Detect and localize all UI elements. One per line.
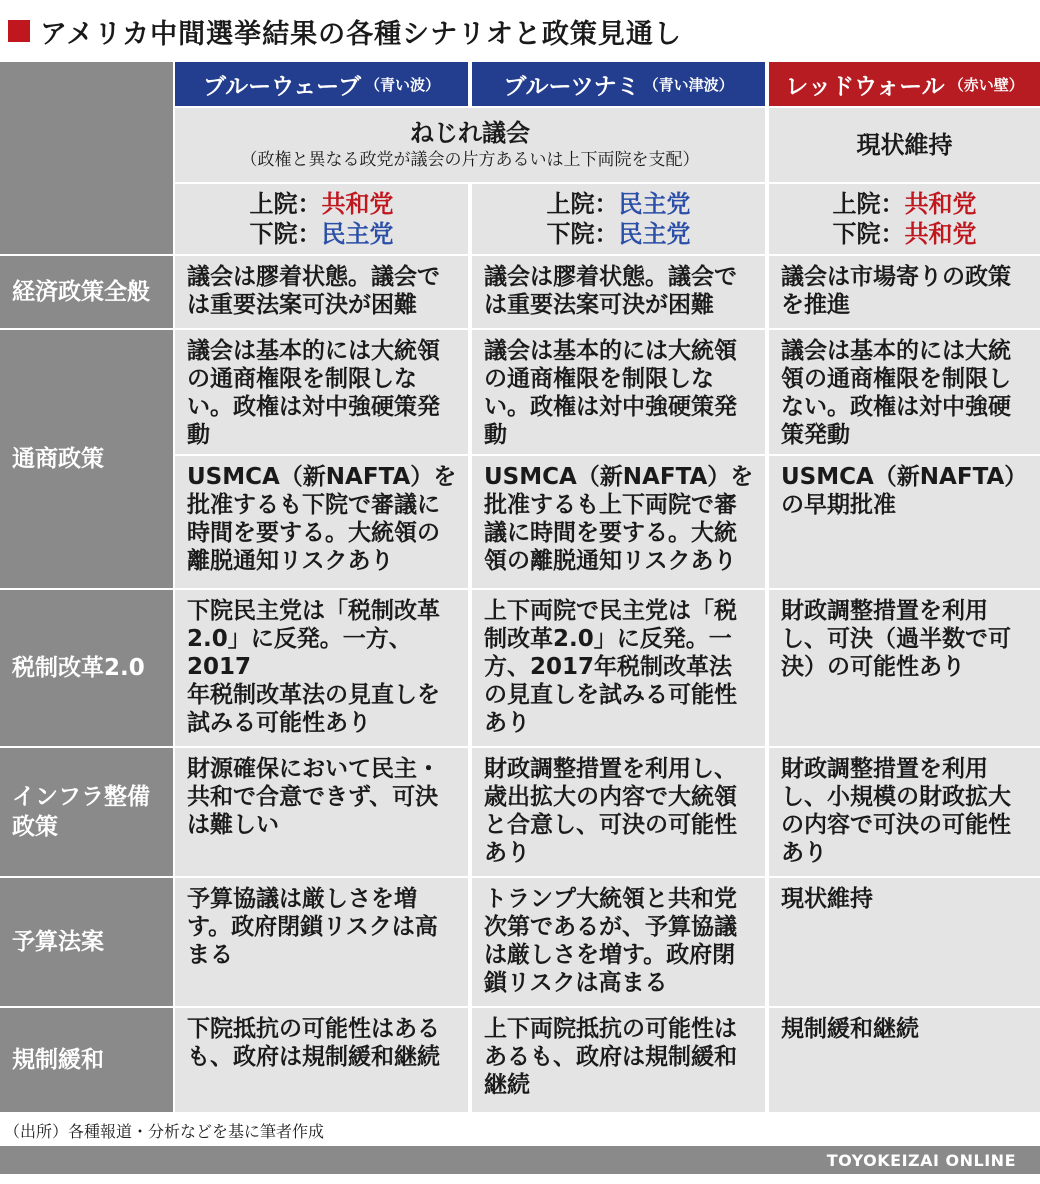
cell-text-line: し、可決（過半数で可 bbox=[781, 626, 1011, 652]
policy-cell bbox=[472, 1008, 765, 1112]
source-note: （出所）各種報道・分析などを基に筆者作成 bbox=[4, 1122, 325, 1141]
house-party: 共和党 bbox=[904, 220, 977, 248]
divided-congress-note: （政権と異なる政党が議会の片方あるいは上下両院を支配） bbox=[240, 150, 700, 170]
house-label: 下院： bbox=[249, 220, 322, 248]
cell-text-line: 規制緩和継続 bbox=[781, 1016, 919, 1042]
house-party: 民主党 bbox=[618, 220, 691, 248]
cell-text-line: は重要法案可決が困難 bbox=[187, 292, 417, 318]
house-label: 下院： bbox=[546, 220, 619, 248]
cell-text-line: 議会は膠着状態。議会で bbox=[484, 264, 737, 290]
cell-text-line: 次第であるが、予算協議 bbox=[484, 914, 737, 940]
cell-text-line: 議会は基本的には大統領 bbox=[187, 338, 440, 364]
congress-state-divided bbox=[175, 108, 765, 182]
cell-text-line: い。政権は対中強硬策発 bbox=[484, 394, 737, 420]
policy-cell bbox=[472, 330, 765, 454]
policy-cell bbox=[175, 330, 468, 454]
congress-state-status-quo bbox=[769, 108, 1040, 182]
senate-party: 共和党 bbox=[321, 190, 394, 218]
scenario-header-red-wall bbox=[769, 62, 1040, 106]
policy-cell bbox=[769, 456, 1040, 588]
scenario-header-blue-wave bbox=[175, 62, 468, 106]
cell-text-line: 上下両院抵抗の可能性は bbox=[484, 1016, 737, 1042]
cell-text-line: 財政調整措置を利用し、 bbox=[484, 756, 737, 782]
row-label bbox=[0, 256, 173, 328]
divided-congress-label: ねじれ議会 bbox=[410, 119, 530, 147]
cell-text-line: 下院民主党は「税制改革 bbox=[187, 598, 440, 624]
cell-text-line: 財政調整措置を利用 bbox=[781, 756, 988, 782]
cell-text-line: 批准するも上下両院で審 bbox=[484, 492, 737, 518]
cell-text-line: 批准するも下院で審議に bbox=[187, 492, 440, 518]
cell-text-line: 議に時間を要する。大統 bbox=[484, 520, 737, 546]
cell-text-line: 現状維持 bbox=[781, 886, 873, 912]
cell-text-line: ない。政権は対中強硬 bbox=[781, 394, 1011, 420]
row-label bbox=[0, 1008, 173, 1112]
row-label bbox=[0, 878, 173, 1006]
row-label-text: 通商政策 bbox=[12, 446, 104, 472]
page-title: アメリカ中間選挙結果の各種シナリオと政策見通し bbox=[40, 18, 682, 50]
cell-text-line: 動 bbox=[187, 422, 210, 448]
status-quo-label: 現状維持 bbox=[856, 131, 953, 159]
policy-cell bbox=[769, 256, 1040, 328]
cell-text-line: トランプ大統領と共和党 bbox=[484, 886, 737, 912]
policy-cell bbox=[769, 330, 1040, 454]
policy-cell bbox=[175, 256, 468, 328]
cell-text-line: 動 bbox=[484, 422, 507, 448]
row-label-text: 経済政策全般 bbox=[12, 279, 150, 305]
row-label-text: インフラ整備政策 bbox=[12, 784, 150, 840]
cell-text-line: USMCA（新NAFTA）を bbox=[484, 464, 754, 490]
cell-text-line: USMCA（新NAFTA） bbox=[781, 464, 1028, 490]
cell-text-line: の内容で可決の可能性 bbox=[781, 812, 1011, 838]
cell-text-line: あり bbox=[781, 840, 827, 866]
cell-text-line: を推進 bbox=[781, 292, 850, 318]
scenario-name: レッドウォール bbox=[785, 73, 945, 100]
cell-text-line: の通商権限を制限しな bbox=[484, 366, 714, 392]
chamber-control-2 bbox=[472, 184, 765, 254]
policy-cell bbox=[175, 1008, 468, 1112]
footer-bar bbox=[0, 1146, 1040, 1174]
policy-cell bbox=[175, 456, 468, 588]
senate-label: 上院： bbox=[546, 190, 619, 218]
cell-text-line: 財政調整措置を利用 bbox=[781, 598, 988, 624]
house-label: 下院： bbox=[832, 220, 905, 248]
cell-text-line: まる bbox=[187, 942, 233, 968]
policy-cell bbox=[769, 748, 1040, 876]
cell-text-line: 予算協議は厳しさを増 bbox=[187, 886, 417, 912]
cell-text-line: の通商権限を制限しな bbox=[187, 366, 417, 392]
cell-text-line: し、小規模の財政拡大 bbox=[781, 784, 1011, 810]
cell-text-line: 継続 bbox=[484, 1072, 530, 1098]
cell-text-line: す。政府閉鎖リスクは高 bbox=[187, 914, 438, 940]
policy-cell bbox=[472, 590, 765, 746]
cell-text-line: の早期批准 bbox=[781, 492, 896, 518]
cell-text-line: 方、2017年税制改革法 bbox=[484, 654, 733, 680]
title-square-icon bbox=[8, 20, 30, 42]
house-party: 民主党 bbox=[321, 220, 394, 248]
row-label-text: 税制改革2.0 bbox=[12, 655, 145, 681]
cell-text-line: あるも、政府は規制緩和 bbox=[484, 1044, 737, 1070]
cell-text-line: 共和で合意できず、可決 bbox=[187, 784, 439, 810]
senate-party: 民主党 bbox=[618, 190, 691, 218]
chamber-control-3 bbox=[769, 184, 1040, 254]
senate-label: 上院： bbox=[249, 190, 322, 218]
senate-label: 上院： bbox=[832, 190, 905, 218]
policy-cell bbox=[472, 878, 765, 1006]
cell-text-line: も、政府は規制緩和継続 bbox=[187, 1044, 440, 1070]
scenario-name: ブルーツナミ bbox=[503, 73, 640, 100]
cell-text-line: USMCA（新NAFTA）を bbox=[187, 464, 457, 490]
cell-text-line: は厳しさを増す。政府閉 bbox=[484, 942, 736, 968]
cell-text-line: 領の通商権限を制限し bbox=[781, 366, 1011, 392]
cell-text-line: 鎖リスクは高まる bbox=[484, 970, 668, 996]
cell-text-line: あり bbox=[484, 710, 530, 736]
cell-text-line: 年税制改革法の見直しを bbox=[187, 682, 440, 708]
cell-text-line: と合意し、可決の可能性 bbox=[484, 812, 737, 838]
scenario-table bbox=[0, 62, 1040, 1112]
policy-cell bbox=[769, 590, 1040, 746]
cell-text-line: 議会は基本的には大統 bbox=[781, 338, 1011, 364]
cell-text-line: あり bbox=[484, 840, 530, 866]
cell-text-line: 離脱通知リスクあり bbox=[187, 548, 394, 574]
row-label bbox=[0, 590, 173, 746]
scenario-header-blue-tsunami bbox=[472, 62, 765, 106]
row-label bbox=[0, 330, 173, 588]
cell-text-line: 決）の可能性あり bbox=[781, 654, 965, 680]
policy-cell bbox=[769, 1008, 1040, 1112]
cell-text-line: 下院抵抗の可能性はある bbox=[187, 1016, 440, 1042]
row-label bbox=[0, 748, 173, 876]
row-label-text: 予算法案 bbox=[12, 929, 104, 955]
cell-text-line: 議会は市場寄りの政策 bbox=[781, 264, 1011, 290]
chamber-control-1 bbox=[175, 184, 468, 254]
title-bar bbox=[0, 0, 1040, 62]
policy-cell bbox=[472, 748, 765, 876]
cell-text-line: は難しい bbox=[187, 812, 279, 838]
cell-text-line: 議会は基本的には大統領 bbox=[484, 338, 737, 364]
cell-text-line: 領の離脱通知リスクあり bbox=[484, 548, 737, 574]
policy-cell bbox=[769, 878, 1040, 1006]
policy-cell bbox=[472, 456, 765, 588]
cell-text-line: 歳出拡大の内容で大統領 bbox=[484, 784, 737, 810]
cell-text-line: い。政権は対中強硬策発 bbox=[187, 394, 440, 420]
cell-text-line: 財源確保において民主・ bbox=[187, 756, 440, 782]
senate-party: 共和党 bbox=[904, 190, 977, 218]
footer-brand: TOYOKEIZAI ONLINE bbox=[826, 1150, 1016, 1170]
scenario-note: （赤い壁） bbox=[948, 75, 1024, 94]
policy-cell bbox=[175, 878, 468, 1006]
cell-text-line: 議会は膠着状態。議会で bbox=[187, 264, 440, 290]
cell-text-line: 時間を要する。大統領の bbox=[187, 520, 440, 546]
cell-text-line: 上下両院で民主党は「税 bbox=[484, 598, 737, 624]
cell-text-line: 2.0」に反発。一方、2017 bbox=[187, 626, 412, 680]
row-label-text: 規制緩和 bbox=[12, 1047, 104, 1073]
corner-cell bbox=[0, 62, 173, 254]
cell-text-line: 制改革2.0」に反発。一 bbox=[484, 626, 732, 652]
policy-cell bbox=[472, 256, 765, 328]
scenario-note: （青い津波） bbox=[643, 75, 734, 94]
policy-cell bbox=[175, 590, 468, 746]
cell-text-line: の見直しを試みる可能性 bbox=[484, 682, 737, 708]
cell-text-line: は重要法案可決が困難 bbox=[484, 292, 714, 318]
policy-cell bbox=[175, 748, 468, 876]
cell-text-line: 試みる可能性あり bbox=[187, 710, 371, 736]
cell-text-line: 策発動 bbox=[781, 422, 850, 448]
scenario-note: （青い波） bbox=[365, 75, 441, 94]
scenario-name: ブルーウェーブ bbox=[202, 73, 361, 100]
